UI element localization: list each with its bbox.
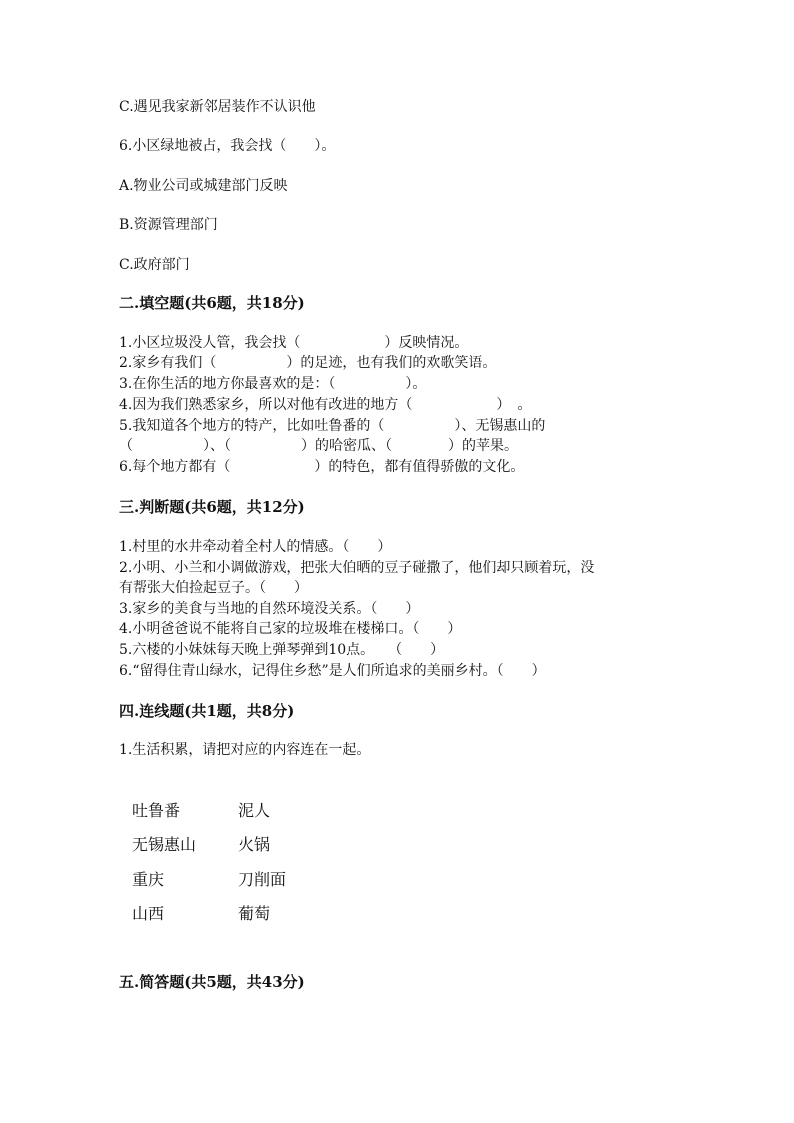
judge-q5: 5.六楼的小妹妹每天晚上弹琴弹到10点。 （ ） — [119, 642, 445, 658]
match-right-item: 泥人 — [238, 801, 271, 820]
section2-heading: 二.填空题(共6题，共18分) — [119, 294, 305, 312]
match-right-item: 葡萄 — [238, 904, 271, 923]
fill-blank-q2: 2.家乡有我们（ ）的足迹，也有我们的欢歌笑语。 — [119, 355, 497, 371]
judge-q4: 4.小明爸爸说不能将自己家的垃圾堆在楼梯口。（ ） — [119, 621, 462, 637]
q6-option-b: B.资源管理部门 — [119, 217, 218, 233]
judge-q2-cont: 有帮张大伯捡起豆子。（ ） — [119, 580, 308, 596]
judge-q1: 1.村里的水井牵动着全村人的情感。（ ） — [119, 539, 392, 555]
judge-q3: 3.家乡的美食与当地的自然环境没关系。（ ） — [119, 601, 420, 617]
judge-q2: 2.小明、小兰和小调做游戏，把张大伯晒的豆子碰撒了，他们却只顾着玩，没 — [119, 560, 595, 576]
match-left-item: 重庆 — [132, 870, 165, 889]
judge-q6: 6.“留得住青山绿水，记得住乡愁”是人们所追求的美丽乡村。（ ） — [119, 663, 546, 679]
section5-heading: 五.简答题(共5题，共43分) — [119, 973, 305, 991]
section4-heading: 四.连线题(共1题，共8分) — [119, 702, 295, 720]
fill-blank-q3: 3.在你生活的地方你最喜欢的是：（ ）。 — [119, 376, 427, 392]
q6-stem: 6.小区绿地被占，我会找（ ）。 — [119, 138, 336, 154]
option-c-prev: C.遇见我家新邻居装作不认识他 — [119, 99, 316, 115]
match-right-item: 火锅 — [238, 835, 271, 854]
fill-blank-q4: 4.因为我们熟悉家乡，所以对他有改进的地方（ ） 。 — [119, 397, 532, 413]
section3-heading: 三.判断题(共6题，共12分) — [119, 498, 305, 516]
fill-blank-q1: 1.小区垃圾没人管，我会找（ ）反映情况。 — [119, 335, 469, 351]
fill-blank-q5-cont: （ ）、（ ）的哈密瓜、（ ）的苹果。 — [119, 438, 518, 454]
match-right-item: 刀削面 — [238, 870, 287, 889]
fill-blank-q5: 5.我知道各个地方的特产，比如吐鲁番的（ ）、无锡惠山的 — [119, 418, 546, 434]
fill-blank-q6: 6.每个地方都有（ ）的特色，都有值得骄傲的文化。 — [119, 459, 525, 475]
q6-option-a: A.物业公司或城建部门反映 — [119, 178, 288, 194]
match-left-item: 吐鲁番 — [132, 801, 181, 820]
match-left-item: 无锡惠山 — [132, 835, 197, 854]
q6-option-c: C.政府部门 — [119, 257, 190, 273]
match-left-item: 山西 — [132, 904, 165, 923]
match-question: 1.生活积累，请把对应的内容连在一起。 — [119, 742, 371, 758]
